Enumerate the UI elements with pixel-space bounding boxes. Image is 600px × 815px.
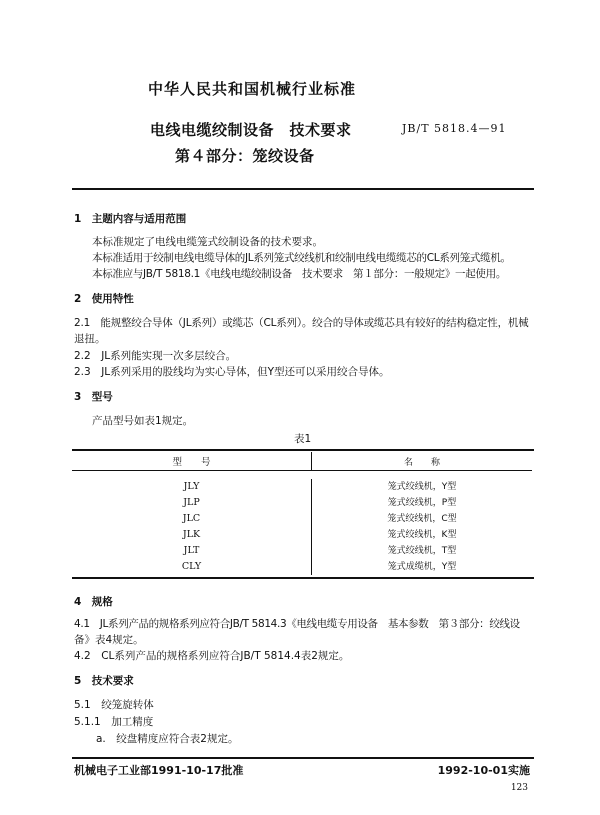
section-4-heading: 4 规格 [74, 596, 113, 608]
table-cell-name: 笼式成缆机，Y型 [387, 562, 457, 572]
table-cell-name: 笼式绞线机，T型 [387, 546, 457, 556]
section-5-1-heading: 5.1 绞笼旋转体 [74, 699, 154, 711]
table-row [72, 559, 532, 575]
section-4-item-1: 4.1 JL系列产品的规格系列应符合JB/T 5814.3《电线电缆专用设备 基本参数 第３部分：绞线设 [74, 618, 520, 630]
section-1-paragraph-1: 本标准规定了电线电缆笼式绞制设备的技术要求。 [92, 236, 323, 248]
table-cell-name: 笼式绞线机，P型 [387, 498, 457, 508]
section-1-paragraph-2: 本标准适用于绞制电线电缆导体的JL系列笼式绞线机和绞制电线电缆缆芯的CL系列笼式缆机。 [92, 252, 511, 264]
table-header-model: 型 号 [72, 452, 312, 471]
table-cell-name: 笼式绞线机，C型 [387, 514, 457, 524]
table-cell-model: JLT [72, 543, 312, 559]
section-2-item-2: 2.2 JL系列能实现一次多层绞合。 [74, 350, 237, 362]
document-title-line2: 第４部分：笼绞设备 [175, 147, 315, 165]
section-1-paragraph-3: 本标准应与JB/T 5818.1《电线电缆绞制设备 技术要求 第１部分：一般规定》一起使用。 [92, 268, 507, 280]
section-5-1-1-heading: 5.1.1 加工精度 [74, 716, 154, 728]
table-cell-model: JLY [72, 479, 312, 495]
section-1-heading: 1 主题内容与适用范围 [74, 213, 187, 225]
model-table [72, 452, 532, 583]
table-row [72, 543, 532, 559]
document-title-line1: 电线电缆绞制设备 技术要求 [150, 121, 352, 139]
table-header-name: 名 称 [312, 452, 533, 471]
footer-rule [72, 757, 534, 759]
approval-date: 机械电子工业部1991-10-17批准 [74, 764, 244, 777]
section-3-intro: 产品型号如表1规定。 [92, 415, 194, 427]
section-2-heading: 2 使用特性 [74, 293, 134, 305]
table-cell-name: 笼式绞线机，K型 [387, 530, 457, 540]
section-5-heading: 5 技术要求 [74, 675, 134, 687]
section-4-item-1-continued: 备》表4规定。 [74, 634, 144, 646]
section-4-item-2: 4.2 CL系列产品的规格系列应符合JB/T 5814.4表2规定。 [74, 650, 350, 662]
table-row [72, 511, 532, 527]
table-cell-model: JLC [72, 511, 312, 527]
effective-date: 1992-10-01实施 [437, 764, 530, 777]
section-2-item-1-continued: 退扭。 [74, 333, 106, 345]
page-number: 123 [510, 783, 528, 793]
table-cell-model: JLP [72, 495, 312, 511]
table-row [72, 527, 532, 543]
table-cell-model: JLK [72, 527, 312, 543]
table-row [72, 495, 532, 511]
table-header-row [72, 452, 532, 471]
section-3-heading: 3 型号 [74, 391, 113, 403]
table-1-caption: 表1 [294, 433, 312, 445]
table-top-rule [72, 449, 534, 451]
table-row [72, 479, 532, 495]
table-cell-name: 笼式绞线机，Y型 [387, 482, 457, 492]
table-cell-model: CLY [72, 559, 312, 575]
section-2-item-3: 2.3 JL系列采用的股线均为实心导体，但Y型还可以采用绞合导体。 [74, 366, 390, 378]
section-5-item-a: a. 绞盘精度应符合表2规定。 [96, 733, 239, 745]
header-rule [72, 188, 534, 190]
industry-standard-title: 中华人民共和国机械行业标准 [148, 80, 357, 98]
table-bottom-rule [72, 577, 534, 579]
section-2-item-1: 2.1 能规整绞合导体（JL系列）或缆芯（CL系列）。绞合的导体或缆芯具有较好的结构稳定性，机械 [74, 317, 529, 329]
standard-code: JB/T 5818.4—91 [402, 122, 507, 135]
